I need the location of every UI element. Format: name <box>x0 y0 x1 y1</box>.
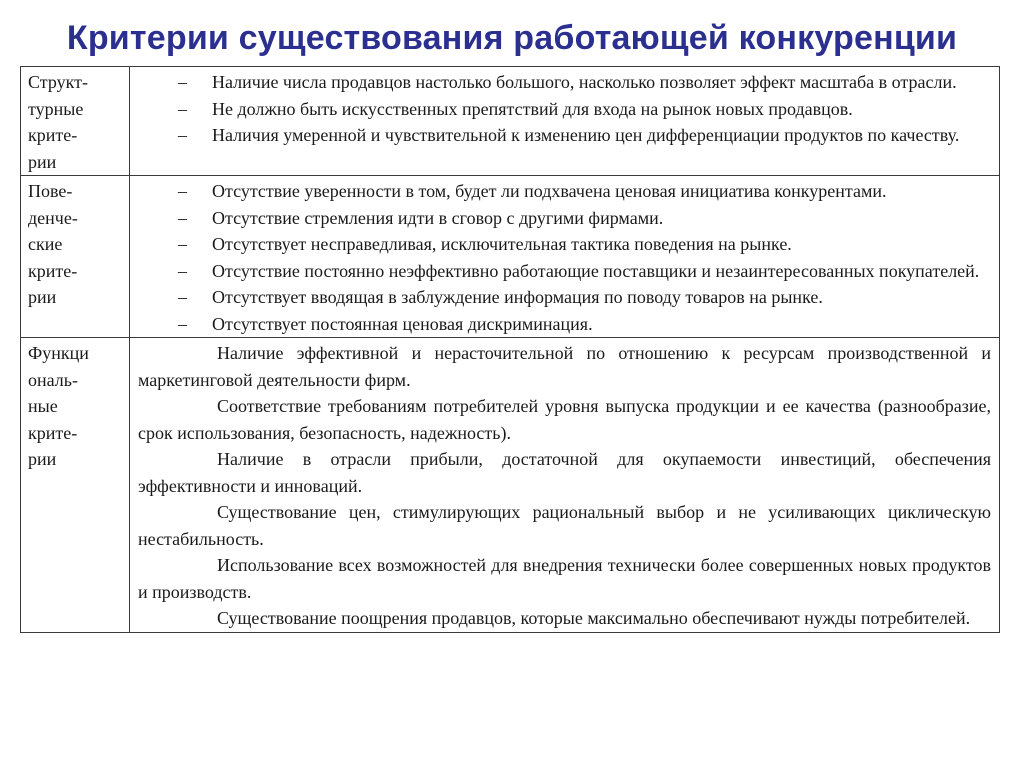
table-row-behavioral <box>21 176 1000 338</box>
row-label-line: крите- <box>28 422 78 443</box>
list-item-text: Отсутствует вводящая в заблуждение информация по поводу товаров на рынке. <box>212 287 823 307</box>
row-label-line: ные <box>28 396 58 416</box>
row-label-line: турные <box>28 98 84 119</box>
dash-marker: – <box>178 234 187 254</box>
paragraph-item: Существование цен, стимулирующих рациональный выбор и не усиливающих циклическую нестабильность. <box>138 502 991 549</box>
row-label-line: крите- <box>28 260 78 281</box>
list-item-text: Отсутствие стремления идти в сговор с другими фирмами. <box>212 207 664 228</box>
dash-marker: – <box>178 72 187 92</box>
list-item-text: Наличие числа продавцов настолько большого, насколько позволяет эффект масштаба в отрасли. <box>212 72 957 92</box>
row-label-structural <box>21 67 130 176</box>
list-item <box>138 205 991 232</box>
dash-marker: – <box>178 260 187 281</box>
paragraph-item: Существование поощрения продавцов, которые максимально обеспечивают нужды потребителей. <box>217 608 971 628</box>
page-title: Критерии существования работающей конкуренции <box>66 19 958 57</box>
row-label-line: денче- <box>28 207 78 228</box>
list-item-text: Отсутствует постоянная ценовая дискриминация. <box>212 313 593 334</box>
row-label-line: ональ- <box>28 369 78 390</box>
paragraph-item: Использование всех возможностей для внедрения технически более совершенных новых продуктов и производств. <box>138 555 991 602</box>
list-item <box>138 231 991 258</box>
list-item-text: Отсутствие уверенности в том, будет ли подхвачена ценовая инициатива конкурентами. <box>212 181 887 201</box>
dash-marker: – <box>178 287 187 307</box>
list-item <box>138 311 991 338</box>
paragraph-item: Соответствие требованиям потребителей уровня выпуска продукции и ее качества (разнообразие, срок использования, безопасность, надежность). <box>138 396 991 443</box>
dash-marker: – <box>178 313 187 334</box>
dash-marker: – <box>178 181 187 201</box>
row-label-behavioral <box>21 176 130 338</box>
dash-marker: – <box>178 207 187 228</box>
table-row-structural <box>21 67 1000 176</box>
criteria-table <box>20 66 1000 633</box>
paragraph-item: Наличие эффективной и нерасточительной по отношению к ресурсам производственной и маркетинговой деятельности фирм. <box>138 343 991 390</box>
dash-marker: – <box>178 125 187 145</box>
row-label-line: Структ- <box>28 72 88 92</box>
list-item-text: Отсутствует несправедливая, исключительная тактика поведения на рынке. <box>212 234 792 254</box>
row-label-line: ские <box>28 234 63 254</box>
list-item-text: Не должно быть искусственных препятствий для входа на рынок новых продавцов. <box>212 98 853 119</box>
list-item <box>138 96 991 123</box>
list-item <box>138 178 991 205</box>
list-item-text: Отсутствие постоянно неэффективно работающие поставщики и незаинтересованных покупателей. <box>212 260 980 281</box>
row-label-line: крите- <box>28 125 78 145</box>
row-label-line: Функци <box>28 343 89 363</box>
row-label-line: рии <box>28 287 57 307</box>
row-content-behavioral <box>130 176 1000 338</box>
row-label-line: Пове- <box>28 181 73 201</box>
row-label-line: рии <box>28 449 57 469</box>
list-item <box>138 69 991 96</box>
list-item <box>138 258 991 285</box>
row-label-line: рии <box>28 151 57 172</box>
row-label-functional <box>21 338 130 633</box>
list-item-text: Наличия умеренной и чувствительной к изменению цен дифференциации продуктов по качеству. <box>212 125 960 145</box>
row-content-structural <box>130 67 1000 176</box>
dash-marker: – <box>178 98 187 119</box>
list-item <box>138 284 991 311</box>
row-content-functional <box>130 338 1000 633</box>
list-item <box>138 122 991 149</box>
paragraph-item: Наличие в отрасли прибыли, достаточной для окупаемости инвестиций, обеспечения эффективности и инноваций. <box>138 449 991 496</box>
table-row-functional <box>21 338 1000 633</box>
